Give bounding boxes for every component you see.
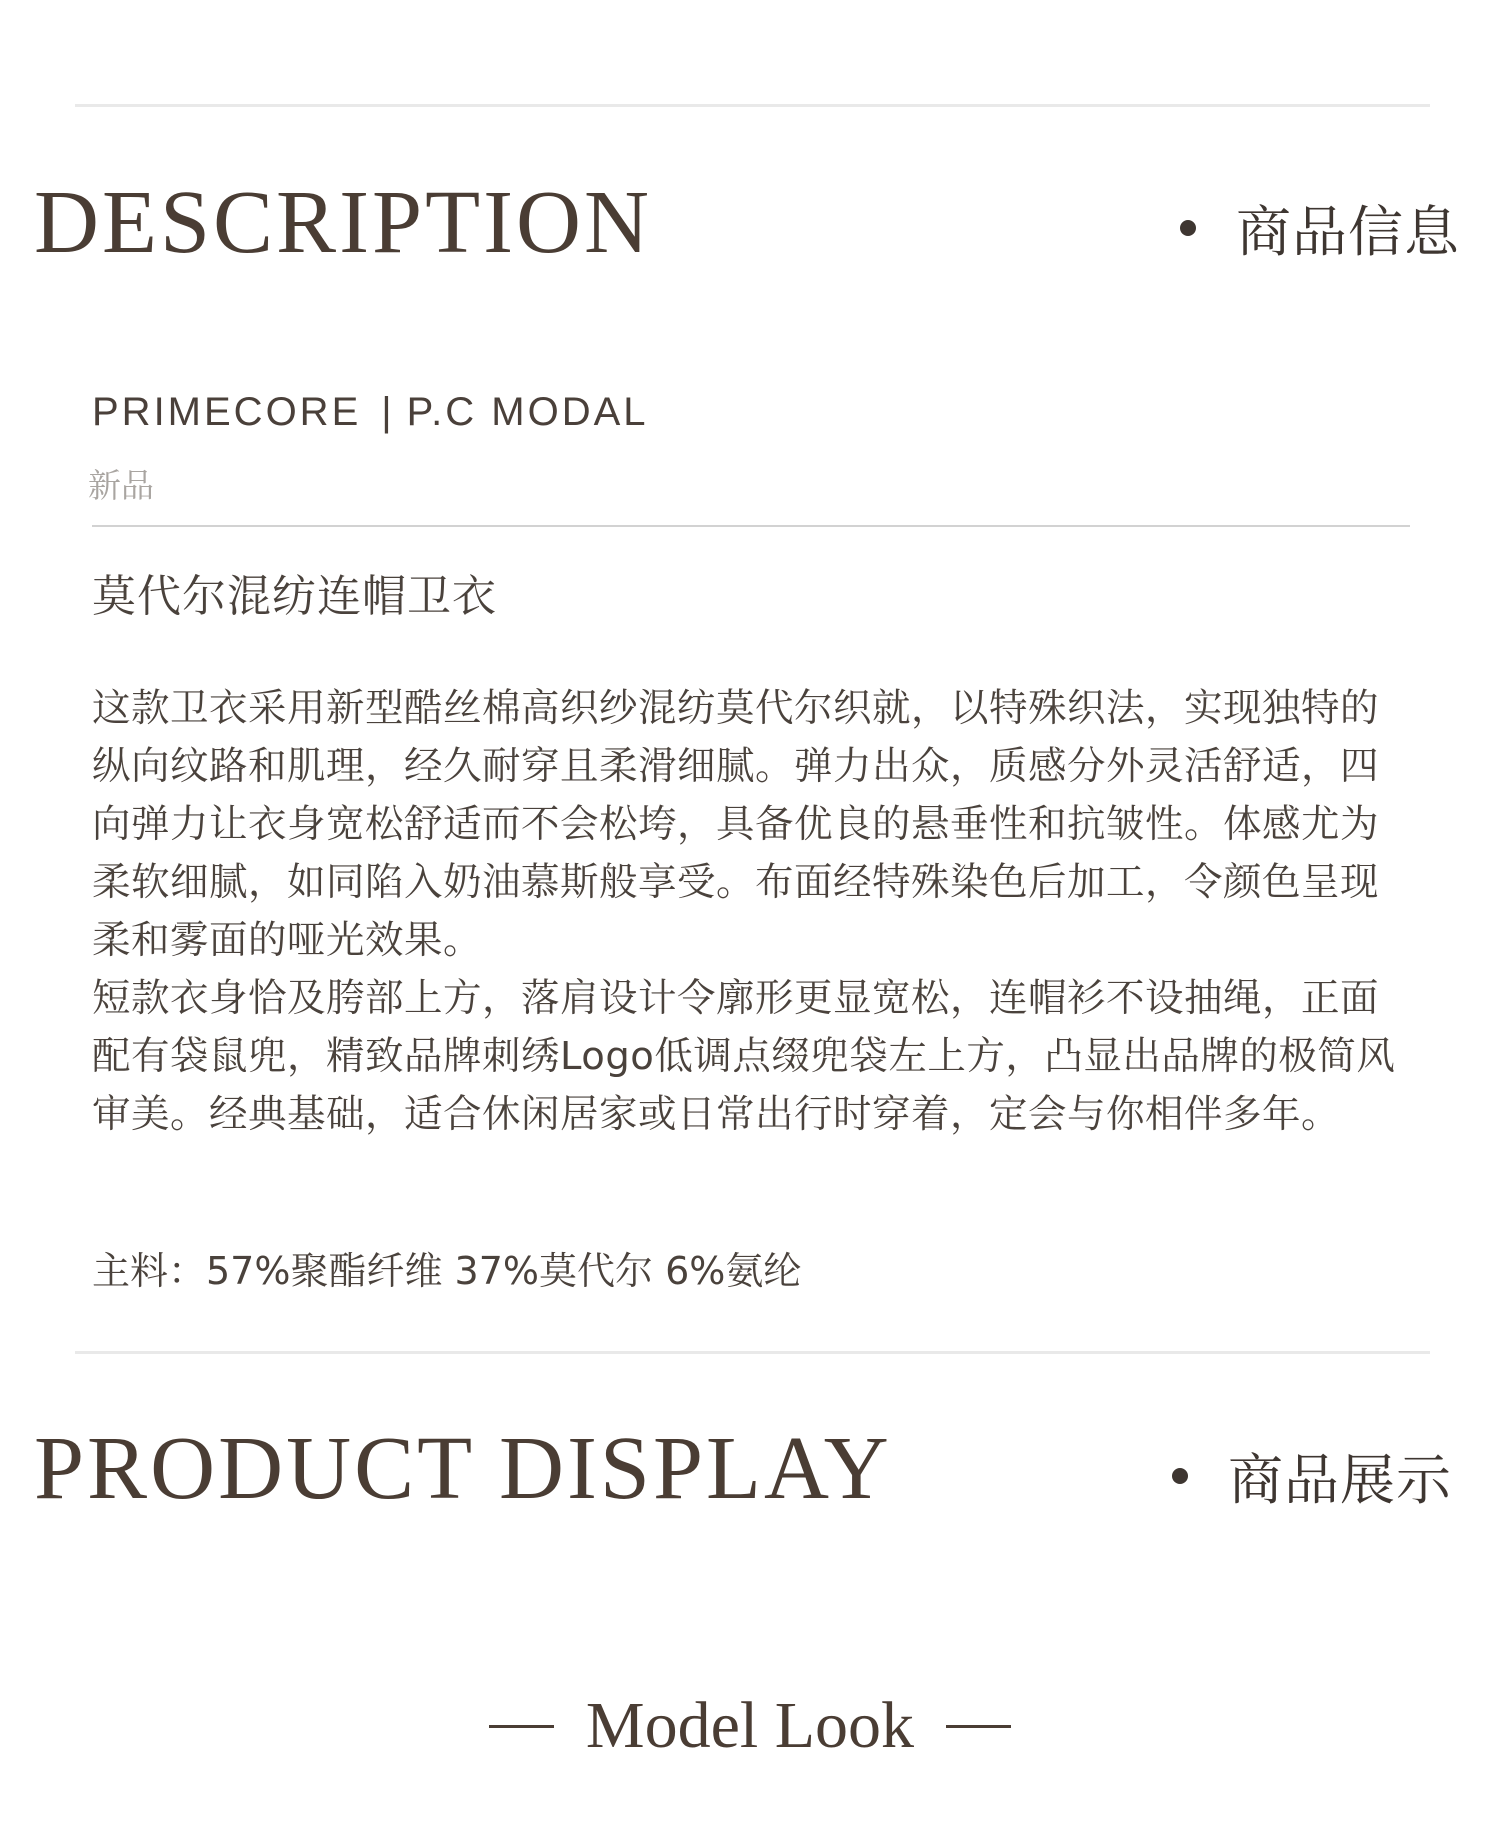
product-description bbox=[92, 680, 1412, 1144]
description-paragraph: 短款衣身恰及胯部上方，落肩设计令廓形更显宽松，连帽衫不设抽绳，正面配有袋鼠兜，精致品牌刺绣Logo低调点缀兜袋左上方，凸显出品牌的极简风审美。经典基础，适合休闲居家或日常出行时穿着，定会与你相伴多年。 bbox=[92, 976, 1396, 1137]
model-look-label: Model Look bbox=[585, 1689, 915, 1762]
new-badge: 新品 bbox=[88, 466, 154, 505]
inner-divider bbox=[92, 525, 1410, 527]
dash-right bbox=[946, 1725, 1011, 1728]
material-composition: 主料：57%聚酯纤维 37%莫代尔 6%氨纶 bbox=[92, 1249, 802, 1293]
brand-line bbox=[92, 390, 649, 435]
description-paragraph: 这款卫衣采用新型酷丝棉高织纱混纺莫代尔织就，以特殊织法，实现独特的纵向纹路和肌理，经久耐穿且柔滑细腻。弹力出众，质感分外灵活舒适，四向弹力让衣身宽松舒适而不会松垮，具备优良的悬垂性和抗皱性。体感尤为柔软细腻，如同陷入奶油慕斯般享受。布面经特殊染色后加工，令颜色呈现柔和雾面的哑光效果。 bbox=[92, 686, 1380, 963]
brand-separator: | bbox=[381, 390, 395, 434]
product-line: P.C MODAL bbox=[406, 390, 649, 434]
description-title: DESCRIPTION bbox=[34, 173, 653, 272]
product-name: 莫代尔混纺连帽卫衣 bbox=[92, 571, 497, 622]
display-tag bbox=[1172, 1436, 1452, 1515]
dash-left bbox=[489, 1725, 554, 1728]
bullet-icon bbox=[1172, 1468, 1188, 1484]
bullet-icon bbox=[1180, 220, 1196, 236]
description-tag bbox=[1180, 188, 1460, 267]
display-tag-label: 商品展示 bbox=[1227, 1448, 1452, 1512]
middle-divider bbox=[75, 1351, 1430, 1354]
display-title: PRODUCT DISPLAY bbox=[34, 1419, 892, 1518]
description-tag-label: 商品信息 bbox=[1235, 200, 1460, 264]
model-look-heading bbox=[0, 1688, 1500, 1764]
top-divider bbox=[75, 104, 1430, 107]
brand-name: PRIMECORE bbox=[92, 390, 362, 434]
